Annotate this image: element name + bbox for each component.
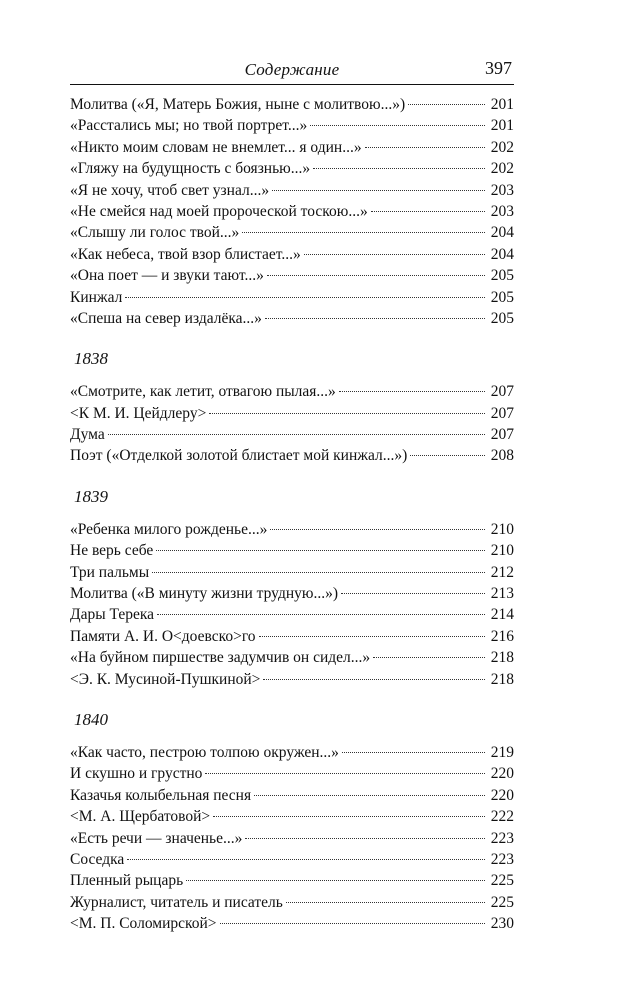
dot-leader [270, 529, 485, 530]
toc-entry [70, 308, 514, 329]
toc-entry-page: 222 [490, 808, 514, 826]
toc-entry [70, 180, 514, 201]
toc-entry-title: Молитва («В минуту жизни трудную...») [70, 585, 339, 603]
toc-entry [70, 892, 514, 913]
toc-entry-page: 220 [490, 765, 514, 783]
toc-entry-title: Памяти А. И. О<доевско>го [70, 627, 256, 645]
toc-entry [70, 540, 514, 561]
toc-entry [70, 849, 514, 870]
dot-leader [127, 859, 485, 860]
toc-entry-page: 220 [490, 786, 514, 804]
dot-leader [373, 657, 485, 658]
dot-leader [242, 232, 485, 233]
dot-leader [371, 211, 485, 212]
running-header [70, 58, 514, 85]
toc-entry-page: 203 [490, 181, 514, 199]
dot-leader [272, 190, 485, 191]
toc-entry [70, 424, 514, 445]
toc-entry-page: 213 [490, 585, 514, 603]
toc-entry-title: «Как небеса, твой взор блистает...» [70, 245, 301, 263]
toc-entry [70, 158, 514, 179]
section-year-heading: 1838 [74, 349, 108, 369]
toc-entry-title: «Спеша на север издалёка...» [70, 309, 262, 327]
page-title: Содержание [244, 60, 340, 79]
toc-entry [70, 913, 514, 934]
toc-entry-title: И скушно и грустно [70, 765, 203, 783]
toc-entry [70, 137, 514, 158]
dot-leader [220, 923, 485, 924]
toc-entry [70, 604, 514, 625]
toc-entry [70, 94, 514, 115]
toc-entry-title: <М. П. Соломирской> [70, 915, 217, 933]
toc-entry [70, 403, 514, 424]
dot-leader [156, 550, 485, 551]
toc-entry [70, 742, 514, 763]
toc-entry-title: Три пальмы [70, 563, 150, 581]
toc-entry-page: 212 [490, 563, 514, 581]
toc-entry-title: «Она поет — и звуки тают...» [70, 267, 264, 285]
toc-entry [70, 287, 514, 308]
toc-entry-page: 225 [490, 872, 514, 890]
dot-leader [313, 168, 485, 169]
table-of-contents [70, 94, 514, 935]
toc-entry-title: Соседка [70, 850, 125, 868]
dot-leader [157, 614, 485, 615]
toc-entry-title: <Э. К. Мусиной-Пушкиной> [70, 670, 261, 688]
dot-leader [408, 104, 485, 105]
toc-entry-title: Кинжал [70, 288, 123, 306]
toc-entry [70, 244, 514, 265]
dot-leader [245, 838, 485, 839]
section-year-heading: 1839 [74, 486, 108, 506]
toc-entry-page: 205 [490, 288, 514, 306]
dot-leader [152, 572, 485, 573]
toc-entry-page: 214 [490, 606, 514, 624]
toc-entry-title: «На буйном пиршестве задумчив он сидел...» [70, 649, 371, 667]
dot-leader [286, 902, 485, 903]
book-page [70, 58, 514, 935]
toc-entry [70, 222, 514, 243]
dot-leader [213, 816, 485, 817]
toc-entry [70, 647, 514, 668]
toc-entry [70, 763, 514, 784]
dot-leader [341, 593, 485, 594]
toc-entry-page: 201 [490, 117, 514, 135]
dot-leader [254, 795, 485, 796]
toc-entry [70, 785, 514, 806]
toc-entry [70, 870, 514, 891]
dot-leader [108, 434, 485, 435]
toc-entry-title: Не верь себе [70, 542, 154, 560]
dot-leader [186, 880, 485, 881]
toc-entry-page: 205 [490, 309, 514, 327]
toc-entry [70, 626, 514, 647]
dot-leader [265, 318, 485, 319]
toc-entry-page: 223 [490, 829, 514, 847]
toc-entry-page: 205 [490, 267, 514, 285]
toc-entry-title: Журналист, читатель и писатель [70, 893, 283, 911]
toc-entry [70, 562, 514, 583]
toc-entry-title: «Как часто, пестрою толпою окружен...» [70, 743, 339, 761]
toc-entry-page: 207 [490, 426, 514, 444]
toc-entry-page: 203 [490, 202, 514, 220]
dot-leader [205, 773, 485, 774]
toc-entry-page: 225 [490, 893, 514, 911]
toc-entry-title: Пленный рыцарь [70, 872, 184, 890]
toc-entry-title: Дары Терека [70, 606, 155, 624]
dot-leader [209, 413, 485, 414]
toc-entry [70, 115, 514, 136]
toc-entry-page: 202 [490, 138, 514, 156]
toc-entry-title: Дума [70, 426, 105, 444]
toc-entry [70, 381, 514, 402]
toc-entry-title: Казачья колыбельная песня [70, 786, 252, 804]
toc-entry-title: <К М. И. Цейдлеру> [70, 404, 207, 422]
toc-entry-page: 218 [490, 670, 514, 688]
toc-entry-page: 204 [490, 245, 514, 263]
dot-leader [339, 391, 485, 392]
toc-entry-title: «Я не хочу, чтоб свет узнал...» [70, 181, 270, 199]
dot-leader [365, 147, 485, 148]
toc-entry-title: «Гляжу на будущность с боязнью...» [70, 160, 311, 178]
dot-leader [310, 125, 485, 126]
toc-entry [70, 583, 514, 604]
section-year-heading: 1840 [74, 709, 108, 729]
toc-entry [70, 806, 514, 827]
toc-entry-title: «Слышу ли голос твой...» [70, 224, 240, 242]
toc-entry [70, 445, 514, 466]
toc-entry-page: 219 [490, 743, 514, 761]
dot-leader [410, 455, 485, 456]
toc-entry-page: 216 [490, 627, 514, 645]
dot-leader [125, 297, 485, 298]
dot-leader [304, 254, 485, 255]
toc-entry-title: «Никто моим словам не внемлет... я один...» [70, 138, 362, 156]
toc-entry-page: 218 [490, 649, 514, 667]
toc-entry-page: 201 [490, 96, 514, 113]
toc-entry [70, 669, 514, 690]
toc-entry-title: <М. А. Щербатовой> [70, 808, 211, 826]
dot-leader [259, 636, 485, 637]
toc-entry-title: Поэт («Отделкой золотой блистает мой кинжал...») [70, 447, 408, 465]
toc-entry [70, 519, 514, 540]
toc-entry-page: 223 [490, 850, 514, 868]
toc-entry-title: «Ребенка милого рожденье...» [70, 520, 268, 538]
toc-entry-title: «Смотрите, как летит, отвагою пылая...» [70, 383, 336, 401]
toc-entry-title: «Есть речи — значенье...» [70, 829, 243, 847]
toc-entry-page: 210 [490, 520, 514, 538]
toc-entry-title: Молитва («Я, Матерь Божия, ныне с молитвою...») [70, 96, 406, 113]
dot-leader [267, 275, 485, 276]
toc-entry-page: 210 [490, 542, 514, 560]
toc-entry [70, 265, 514, 286]
toc-entry-page: 230 [490, 915, 514, 933]
toc-entry-page: 207 [490, 383, 514, 401]
toc-entry-page: 202 [490, 160, 514, 178]
toc-entry-title: «Не смейся над моей пророческой тоскою...» [70, 202, 368, 220]
page-number: 397 [485, 58, 512, 78]
toc-entry-page: 208 [490, 447, 514, 465]
toc-entry [70, 828, 514, 849]
toc-entry-page: 204 [490, 224, 514, 242]
toc-entry [70, 201, 514, 222]
toc-entry-title: «Расстались мы; но твой портрет...» [70, 117, 308, 135]
dot-leader [342, 752, 485, 753]
toc-entry-page: 207 [490, 404, 514, 422]
dot-leader [263, 679, 485, 680]
